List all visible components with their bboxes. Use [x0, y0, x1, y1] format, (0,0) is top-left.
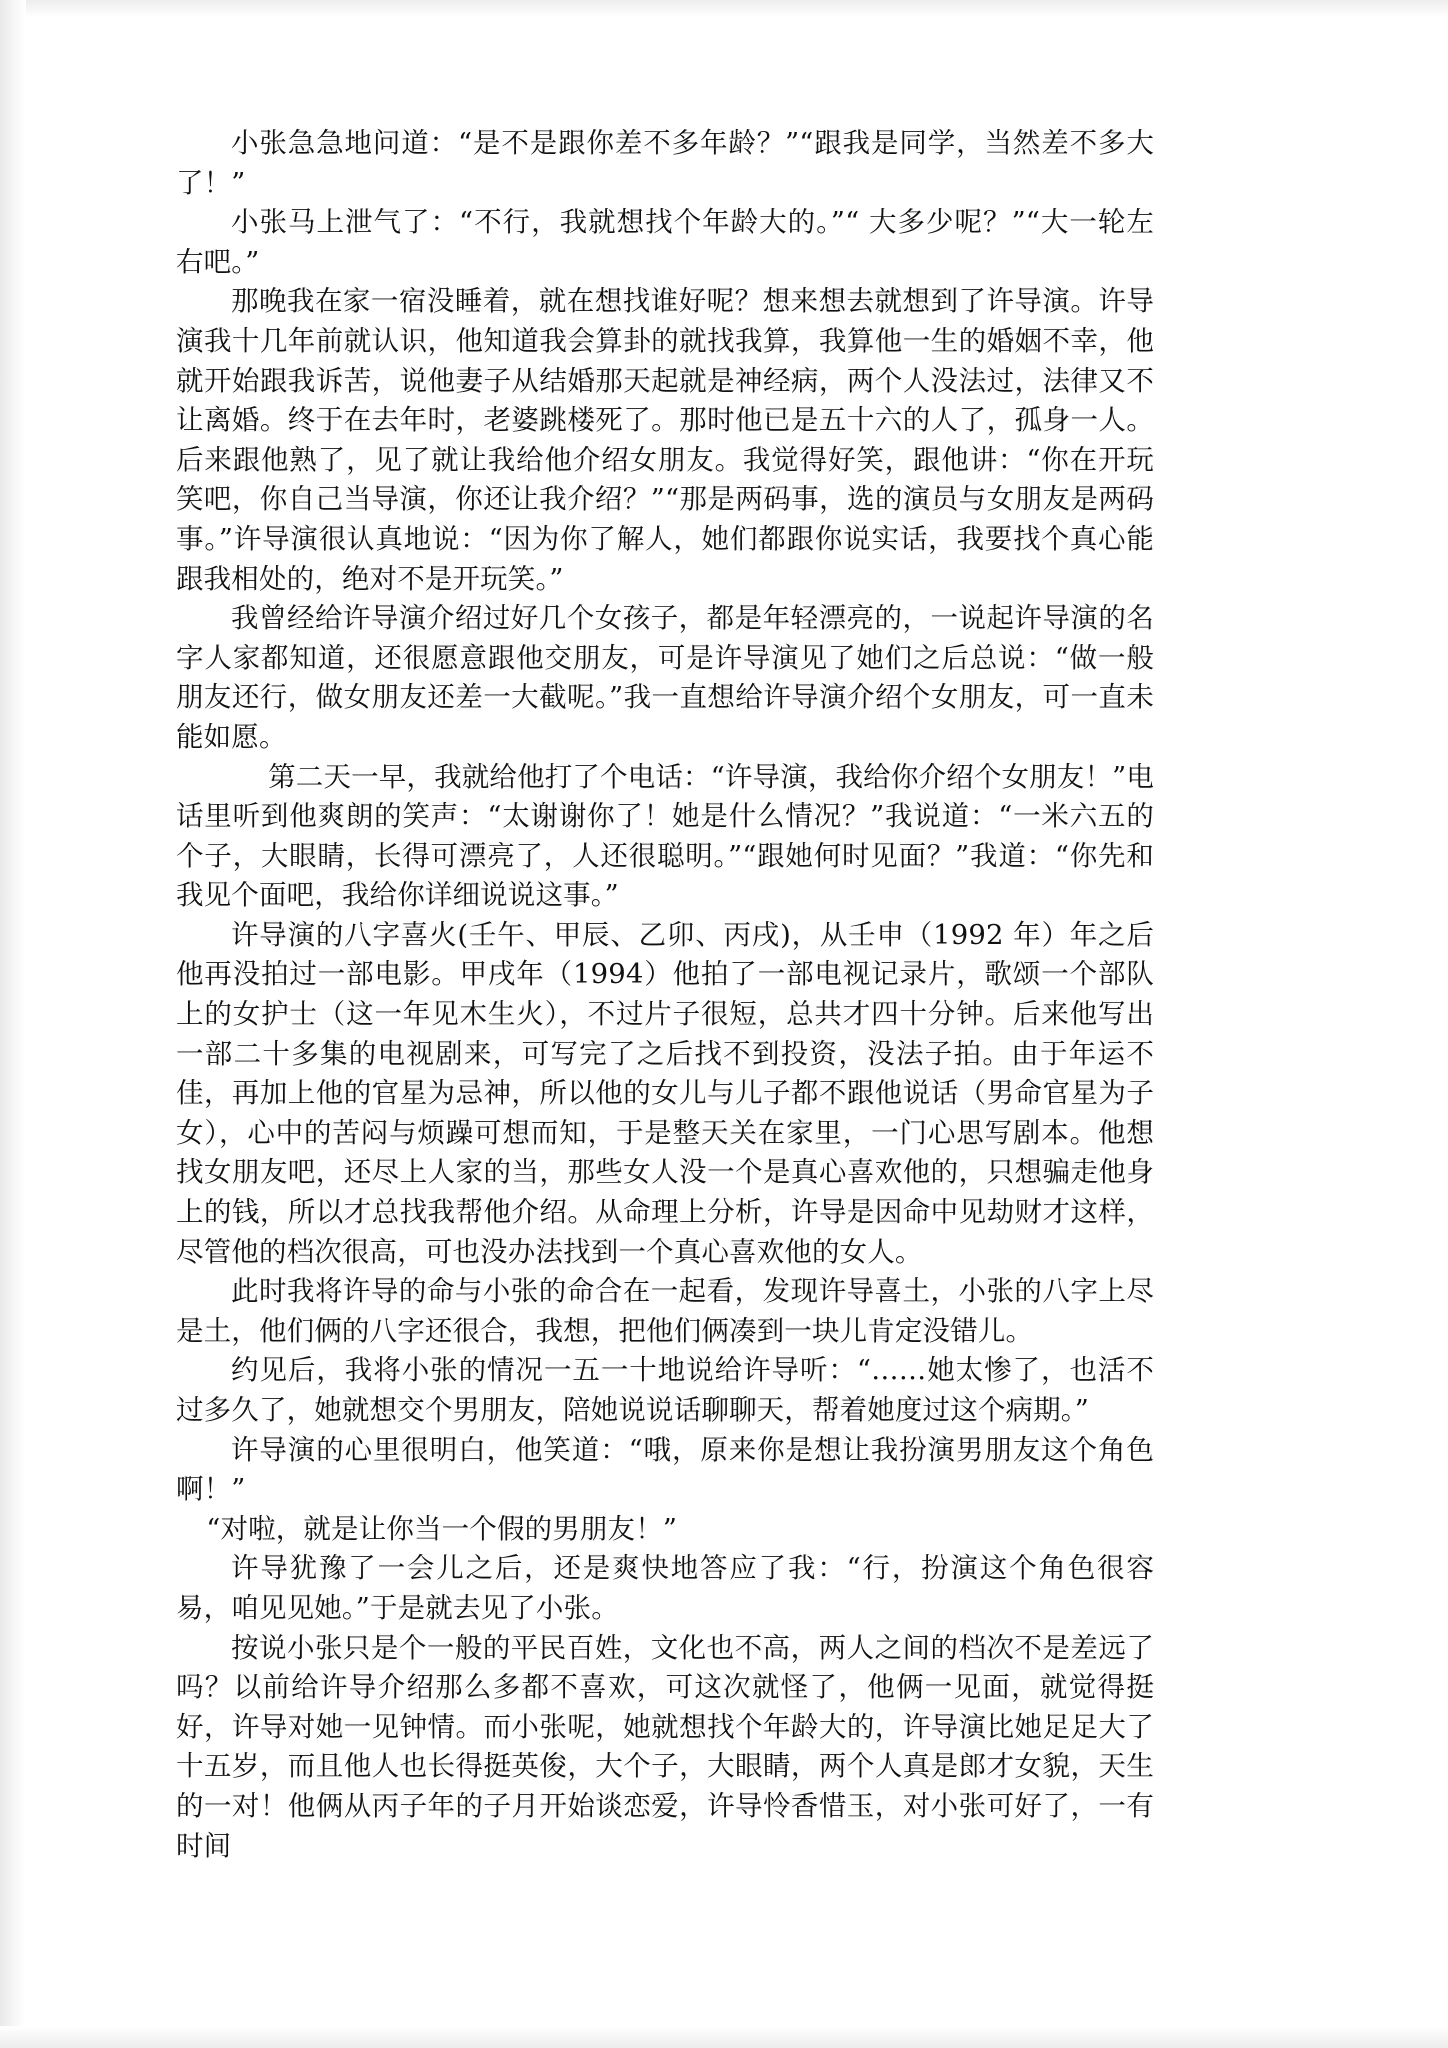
paragraph: 那晚我在家一宿没睡着，就在想找谁好呢？想来想去就想到了许导演。许导演我十几年前就认识，他知道我会算卦的就找我算，我算他一生的婚姻不幸，他就开始跟我诉苦，说他妻子从结婚那天起就是神经病，两个人没法过，法律又不让离婚。终于在去年时，老婆跳楼死了。那时他已是五十六的人了，孤身一人。后来跟他熟了，见了就让我给他介绍女朋友。我觉得好笑，跟他讲：“你在开玩笑吧，你自己当导演，你还让我介绍？”“那是两码事，选的演员与女朋友是两码事。”许导演很认真地说：“因为你了解人，她们都跟你说实话，我要找个真心能跟我相处的，绝对不是开玩笑。” [176, 285, 1154, 595]
page-edge-shading-left [0, 0, 26, 2048]
paragraph: 约见后，我将小张的情况一五一十地说给许导听：“……她太惨了，也活不过多久了，她就想交个男朋友，陪她说说话聊聊天，帮着她度过这个病期。” [176, 1354, 1154, 1426]
paragraph: 小张急急地问道：“是不是跟你差不多年龄？”“跟我是同学，当然差不多大了！” [176, 127, 1154, 199]
paragraph: 许导犹豫了一会儿之后，还是爽快地答应了我：“行，扮演这个角色很容易，咱见见她。”于是就去见了小张。 [176, 1552, 1154, 1624]
paragraph: 小张马上泄气了：“不行，我就想找个年龄大的。”“ 大多少呢？”“大一轮左右吧。” [176, 206, 1154, 278]
body-text-column [176, 124, 1154, 1866]
paragraph: 第二天一早，我就给他打了个电话：“许导演，我给你介绍个女朋友！”电话里听到他爽朗的笑声：“太谢谢你了！她是什么情况？”我说道：“一米六五的个子，大眼睛，长得可漂亮了，人还很聪明。”“跟她何时见面？”我道：“你先和我见个面吧，我给你详细说说这事。” [176, 760, 1154, 912]
paragraph: 许导演的八字喜火(壬午、甲辰、乙卯、丙戌)，从壬申（1992 年）年之后他再没拍过一部电影。甲戌年（1994）他拍了一部电视记录片，歌颂一个部队上的女护士（这一年见木生火），不过片子很短，总共才四十分钟。后来他写出一部二十多集的电视剧来，可写完了之后找不到投资，没法子拍。由于年运不佳，再加上他的官星为忌神，所以他的女儿与儿子都不跟他说话（男命官星为子女），心中的苦闷与烦躁可想而知，于是整天关在家里，一门心思写剧本。他想找女朋友吧，还尽上人家的当，那些女人没一个是真心喜欢他的，只想骗走他身上的钱，所以才总找我帮他介绍。从命理上分析，许导是因命中见劫财才这样，尽管他的档次很高，可也没办法找到一个真心喜欢他的女人。 [176, 918, 1154, 1268]
paragraph: 此时我将许导的命与小张的命合在一起看，发现许导喜土，小张的八字上尽是土，他们俩的八字还很合，我想，把他们俩凑到一块儿肯定没错儿。 [176, 1275, 1154, 1347]
paragraph: 许导演的心里很明白，他笑道：“哦，原来你是想让我扮演男朋友这个角色啊！” [176, 1433, 1154, 1506]
paragraph: 我曾经给许导演介绍过好几个女孩子，都是年轻漂亮的，一说起许导演的名字人家都知道，还很愿意跟他交朋友，可是许导演见了她们之后总说：“做一般朋友还行，做女朋友还差一大截呢。”我一直想给许导演介绍个女朋友，可一直未能如愿。 [176, 602, 1154, 753]
paragraph: “对啦，就是让你当一个假的男朋友！” [206, 1512, 678, 1545]
page-edge-shading-bottom [0, 2026, 1448, 2048]
paragraph: 按说小张只是个一般的平民百姓，文化也不高，两人之间的档次不是差远了吗？以前给许导介绍那么多都不喜欢，可这次就怪了，他俩一见面，就觉得挺好，许导对她一见钟情。而小张呢，她就想找个年龄大的，许导演比她足足大了十五岁，而且他人也长得挺英俊，大个子，大眼睛，两个人真是郎才女貌，天生的一对！他俩从丙子年的子月开始谈恋爱，许导怜香惜玉，对小张可好了，一有时间 [176, 1631, 1154, 1862]
page-edge-shading-top [0, 0, 1448, 18]
